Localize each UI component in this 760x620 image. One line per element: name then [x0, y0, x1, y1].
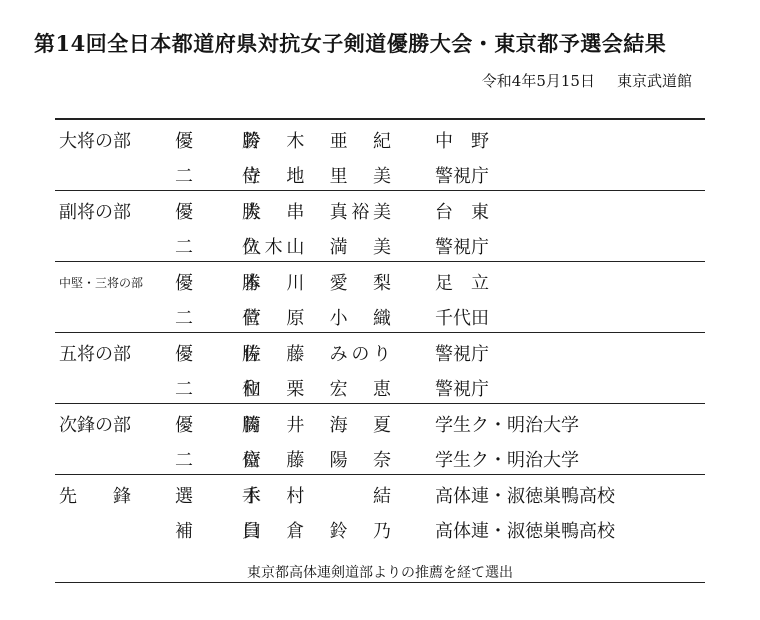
player-name: 臼 倉 鈴 乃 [243, 521, 391, 542]
division-group [55, 120, 705, 190]
rank-label: 優 勝 [175, 415, 260, 436]
division-group [55, 475, 705, 545]
player-name: 大 串 真裕美 [243, 202, 391, 223]
player-name: 本 川 愛 梨 [243, 273, 391, 294]
event-date: 令和4年5月15日 [481, 72, 595, 90]
division-label: 中堅・三将の部 [59, 276, 144, 290]
player-name: 菅 原 小 織 [243, 308, 391, 329]
event-dateline [482, 70, 692, 91]
player-affiliation: 学生ク・明治大学 [435, 450, 579, 471]
result-row [55, 404, 705, 439]
result-row [55, 191, 705, 226]
rank-label: 選 手 [175, 486, 260, 507]
player-name: 寺 地 里 美 [243, 166, 391, 187]
player-affiliation: 高体連・淑徳巣鴨高校 [435, 486, 615, 507]
player-affiliation: 学生ク・明治大学 [435, 415, 579, 436]
division-group [55, 404, 705, 474]
result-row [55, 333, 705, 368]
result-row [55, 510, 705, 545]
player-affiliation: 警視庁 [435, 166, 489, 187]
bottom-rule [55, 582, 705, 583]
player-name: 木 村 結 [243, 486, 391, 507]
rank-label: 二 位 [175, 166, 260, 187]
event-venue: 東京武道館 [616, 72, 692, 90]
player-affiliation: 警視庁 [435, 344, 489, 365]
division-group [55, 333, 705, 403]
player-affiliation: 千代田 [435, 308, 489, 329]
result-row [55, 120, 705, 155]
division-label: 大将の部 [59, 131, 131, 152]
result-row [55, 262, 705, 297]
result-row [55, 475, 705, 510]
player-name: 佐 藤 みのり [243, 344, 391, 365]
division-label: 次鋒の部 [59, 415, 131, 436]
player-name: 齋 藤 陽 奈 [243, 450, 391, 471]
results-table [55, 118, 705, 545]
division-label: 五将の部 [59, 344, 131, 365]
player-affiliation: 警視庁 [435, 237, 489, 258]
selection-note: 東京都高体連剣道部よりの推薦を経て選出 [247, 565, 513, 581]
result-row [55, 226, 705, 261]
division-group [55, 191, 705, 261]
page-title: 第14回全日本都道府県対抗女子剣道優勝大会・東京都予選会結果 [34, 31, 667, 56]
rank-label: 二 位 [175, 237, 260, 258]
player-name: 筒 井 海 夏 [243, 415, 391, 436]
rank-label: 二 位 [175, 379, 260, 400]
player-affiliation: 足 立 [435, 273, 489, 294]
result-row [55, 155, 705, 190]
player-affiliation: 高体連・淑徳巣鴨高校 [435, 521, 615, 542]
player-affiliation: 台 東 [435, 202, 489, 223]
rank-label: 優 勝 [175, 202, 260, 223]
player-affiliation: 警視庁 [435, 379, 489, 400]
player-name: 久木山 満 美 [243, 237, 391, 258]
result-row [55, 368, 705, 403]
rank-label: 優 勝 [175, 273, 260, 294]
division-label: 副将の部 [59, 202, 131, 223]
rank-label: 二 位 [175, 450, 260, 471]
rank-label: 優 勝 [175, 344, 260, 365]
rank-label: 補 員 [175, 521, 260, 542]
rank-label: 優 勝 [175, 131, 260, 152]
result-row [55, 439, 705, 474]
division-label: 先 鋒 [59, 486, 131, 507]
result-row [55, 297, 705, 332]
rank-label: 二 位 [175, 308, 260, 329]
player-name: 和 栗 宏 恵 [243, 379, 391, 400]
division-group [55, 262, 705, 332]
player-name: 鈴 木 亜 紀 [243, 131, 391, 152]
player-affiliation: 中 野 [435, 131, 489, 152]
